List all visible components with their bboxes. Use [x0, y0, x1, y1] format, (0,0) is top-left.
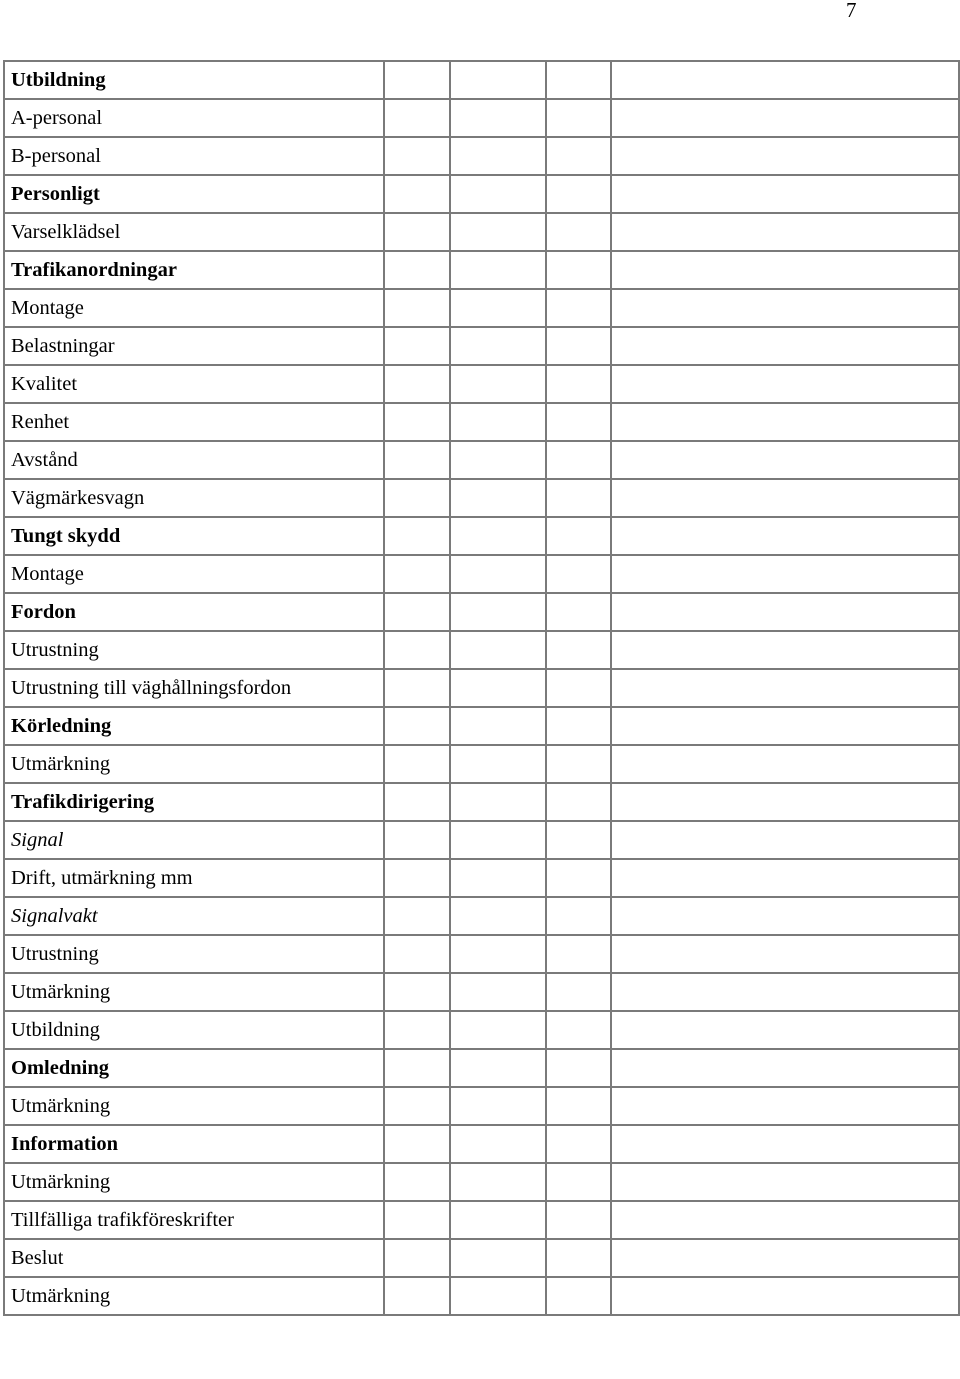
table-row — [4, 1087, 959, 1125]
blank-cell-2[interactable] — [450, 821, 546, 859]
blank-cell-1[interactable] — [384, 175, 450, 213]
table-row — [4, 745, 959, 783]
blank-cell-4[interactable] — [611, 213, 959, 251]
blank-cell-2[interactable] — [450, 783, 546, 821]
table-row — [4, 631, 959, 669]
blank-cell-2[interactable] — [450, 1087, 546, 1125]
blank-cell-1[interactable] — [384, 517, 450, 555]
blank-cell-3[interactable] — [546, 935, 611, 973]
row-label: Signal — [4, 821, 384, 859]
blank-cell-3[interactable] — [546, 289, 611, 327]
row-label: Trafikdirigering — [4, 783, 384, 821]
blank-cell-2[interactable] — [450, 137, 546, 175]
table-row — [4, 669, 959, 707]
blank-cell-3[interactable] — [546, 1049, 611, 1087]
blank-cell-3[interactable] — [546, 1277, 611, 1315]
blank-cell-3[interactable] — [546, 1087, 611, 1125]
row-label: Utmärkning — [4, 1163, 384, 1201]
blank-cell-4[interactable] — [611, 403, 959, 441]
row-label: Personligt — [4, 175, 384, 213]
table-row — [4, 973, 959, 1011]
page-number: 7 — [846, 0, 857, 22]
table-row — [4, 859, 959, 897]
blank-cell-1[interactable] — [384, 707, 450, 745]
blank-cell-1[interactable] — [384, 935, 450, 973]
blank-cell-3[interactable] — [546, 327, 611, 365]
blank-cell-3[interactable] — [546, 213, 611, 251]
blank-cell-2[interactable] — [450, 441, 546, 479]
table-row — [4, 175, 959, 213]
row-label: Utrustning till väghållningsfordon — [4, 669, 384, 707]
blank-cell-1[interactable] — [384, 365, 450, 403]
row-label: Vägmärkesvagn — [4, 479, 384, 517]
blank-cell-3[interactable] — [546, 137, 611, 175]
blank-cell-3[interactable] — [546, 251, 611, 289]
blank-cell-3[interactable] — [546, 403, 611, 441]
blank-cell-4[interactable] — [611, 137, 959, 175]
blank-cell-4[interactable] — [611, 1087, 959, 1125]
table-row — [4, 479, 959, 517]
blank-cell-4[interactable] — [611, 859, 959, 897]
blank-cell-4[interactable] — [611, 593, 959, 631]
blank-cell-4[interactable] — [611, 897, 959, 935]
row-label: Avstånd — [4, 441, 384, 479]
checklist-table — [3, 60, 960, 1316]
blank-cell-3[interactable] — [546, 555, 611, 593]
blank-cell-1[interactable] — [384, 213, 450, 251]
blank-cell-4[interactable] — [611, 175, 959, 213]
row-label: Utbildning — [4, 61, 384, 99]
blank-cell-1[interactable] — [384, 61, 450, 99]
table-row — [4, 1201, 959, 1239]
table-row — [4, 555, 959, 593]
table-row — [4, 593, 959, 631]
blank-cell-1[interactable] — [384, 1125, 450, 1163]
blank-cell-2[interactable] — [450, 1239, 546, 1277]
row-label: Montage — [4, 289, 384, 327]
blank-cell-4[interactable] — [611, 61, 959, 99]
row-label: Tillfälliga trafikföreskrifter — [4, 1201, 384, 1239]
row-label: Omledning — [4, 1049, 384, 1087]
blank-cell-3[interactable] — [546, 631, 611, 669]
blank-cell-1[interactable] — [384, 441, 450, 479]
table-row — [4, 289, 959, 327]
row-label: Renhet — [4, 403, 384, 441]
table-row — [4, 213, 959, 251]
blank-cell-1[interactable] — [384, 327, 450, 365]
table-row — [4, 137, 959, 175]
blank-cell-4[interactable] — [611, 1163, 959, 1201]
table-row — [4, 935, 959, 973]
blank-cell-1[interactable] — [384, 821, 450, 859]
blank-cell-4[interactable] — [611, 973, 959, 1011]
blank-cell-2[interactable] — [450, 251, 546, 289]
blank-cell-2[interactable] — [450, 897, 546, 935]
row-label: Fordon — [4, 593, 384, 631]
blank-cell-3[interactable] — [546, 593, 611, 631]
blank-cell-4[interactable] — [611, 479, 959, 517]
blank-cell-4[interactable] — [611, 783, 959, 821]
table-row — [4, 1011, 959, 1049]
blank-cell-4[interactable] — [611, 935, 959, 973]
blank-cell-2[interactable] — [450, 289, 546, 327]
blank-cell-1[interactable] — [384, 137, 450, 175]
row-label: Utmärkning — [4, 1277, 384, 1315]
blank-cell-2[interactable] — [450, 213, 546, 251]
row-label: Beslut — [4, 1239, 384, 1277]
blank-cell-3[interactable] — [546, 821, 611, 859]
blank-cell-2[interactable] — [450, 175, 546, 213]
row-label: Belastningar — [4, 327, 384, 365]
table-row — [4, 1277, 959, 1315]
blank-cell-2[interactable] — [450, 61, 546, 99]
table-row — [4, 1163, 959, 1201]
blank-cell-3[interactable] — [546, 1011, 611, 1049]
row-label: Drift, utmärkning mm — [4, 859, 384, 897]
blank-cell-2[interactable] — [450, 99, 546, 137]
blank-cell-2[interactable] — [450, 935, 546, 973]
blank-cell-1[interactable] — [384, 289, 450, 327]
blank-cell-1[interactable] — [384, 479, 450, 517]
blank-cell-2[interactable] — [450, 1201, 546, 1239]
row-label: Utmärkning — [4, 1087, 384, 1125]
blank-cell-4[interactable] — [611, 1201, 959, 1239]
table-row — [4, 707, 959, 745]
blank-cell-4[interactable] — [611, 1011, 959, 1049]
blank-cell-2[interactable] — [450, 745, 546, 783]
checklist-body — [4, 61, 959, 1315]
blank-cell-4[interactable] — [611, 631, 959, 669]
blank-cell-4[interactable] — [611, 1277, 959, 1315]
row-label: Signalvakt — [4, 897, 384, 935]
blank-cell-4[interactable] — [611, 669, 959, 707]
blank-cell-2[interactable] — [450, 327, 546, 365]
row-label: Körledning — [4, 707, 384, 745]
row-label: Utbildning — [4, 1011, 384, 1049]
blank-cell-1[interactable] — [384, 99, 450, 137]
blank-cell-3[interactable] — [546, 175, 611, 213]
blank-cell-3[interactable] — [546, 745, 611, 783]
blank-cell-3[interactable] — [546, 441, 611, 479]
blank-cell-4[interactable] — [611, 821, 959, 859]
row-label: Kvalitet — [4, 365, 384, 403]
blank-cell-2[interactable] — [450, 479, 546, 517]
table-row — [4, 783, 959, 821]
blank-cell-3[interactable] — [546, 783, 611, 821]
blank-cell-2[interactable] — [450, 403, 546, 441]
row-label: Trafikanordningar — [4, 251, 384, 289]
blank-cell-2[interactable] — [450, 669, 546, 707]
blank-cell-4[interactable] — [611, 707, 959, 745]
blank-cell-1[interactable] — [384, 631, 450, 669]
row-label: Tungt skydd — [4, 517, 384, 555]
blank-cell-3[interactable] — [546, 1163, 611, 1201]
blank-cell-1[interactable] — [384, 1277, 450, 1315]
row-label: Utrustning — [4, 935, 384, 973]
blank-cell-4[interactable] — [611, 327, 959, 365]
blank-cell-3[interactable] — [546, 1125, 611, 1163]
row-label: A-personal — [4, 99, 384, 137]
table-row — [4, 99, 959, 137]
blank-cell-4[interactable] — [611, 517, 959, 555]
blank-cell-4[interactable] — [611, 365, 959, 403]
blank-cell-1[interactable] — [384, 1087, 450, 1125]
blank-cell-3[interactable] — [546, 1201, 611, 1239]
blank-cell-2[interactable] — [450, 859, 546, 897]
blank-cell-2[interactable] — [450, 1125, 546, 1163]
blank-cell-1[interactable] — [384, 593, 450, 631]
blank-cell-2[interactable] — [450, 593, 546, 631]
blank-cell-2[interactable] — [450, 365, 546, 403]
blank-cell-1[interactable] — [384, 1239, 450, 1277]
table-row — [4, 403, 959, 441]
blank-cell-1[interactable] — [384, 783, 450, 821]
blank-cell-2[interactable] — [450, 1163, 546, 1201]
row-label: B-personal — [4, 137, 384, 175]
blank-cell-2[interactable] — [450, 517, 546, 555]
blank-cell-1[interactable] — [384, 669, 450, 707]
blank-cell-3[interactable] — [546, 517, 611, 555]
blank-cell-1[interactable] — [384, 1163, 450, 1201]
blank-cell-2[interactable] — [450, 1277, 546, 1315]
blank-cell-3[interactable] — [546, 859, 611, 897]
blank-cell-4[interactable] — [611, 1239, 959, 1277]
table-row — [4, 1239, 959, 1277]
blank-cell-3[interactable] — [546, 99, 611, 137]
blank-cell-1[interactable] — [384, 973, 450, 1011]
blank-cell-4[interactable] — [611, 441, 959, 479]
blank-cell-3[interactable] — [546, 365, 611, 403]
blank-cell-1[interactable] — [384, 555, 450, 593]
table-row — [4, 517, 959, 555]
blank-cell-1[interactable] — [384, 859, 450, 897]
row-label: Utmärkning — [4, 973, 384, 1011]
blank-cell-4[interactable] — [611, 289, 959, 327]
blank-cell-3[interactable] — [546, 1239, 611, 1277]
blank-cell-3[interactable] — [546, 897, 611, 935]
blank-cell-3[interactable] — [546, 669, 611, 707]
table-row — [4, 897, 959, 935]
blank-cell-1[interactable] — [384, 403, 450, 441]
table-row — [4, 441, 959, 479]
table-row — [4, 61, 959, 99]
row-label: Varselklädsel — [4, 213, 384, 251]
table-row — [4, 251, 959, 289]
blank-cell-4[interactable] — [611, 555, 959, 593]
blank-cell-3[interactable] — [546, 61, 611, 99]
blank-cell-1[interactable] — [384, 1049, 450, 1087]
blank-cell-2[interactable] — [450, 631, 546, 669]
blank-cell-1[interactable] — [384, 251, 450, 289]
row-label: Utrustning — [4, 631, 384, 669]
table-row — [4, 1049, 959, 1087]
blank-cell-3[interactable] — [546, 973, 611, 1011]
blank-cell-2[interactable] — [450, 707, 546, 745]
table-row — [4, 365, 959, 403]
blank-cell-4[interactable] — [611, 1049, 959, 1087]
blank-cell-4[interactable] — [611, 251, 959, 289]
blank-cell-4[interactable] — [611, 1125, 959, 1163]
row-label: Montage — [4, 555, 384, 593]
table-row — [4, 1125, 959, 1163]
blank-cell-1[interactable] — [384, 1201, 450, 1239]
blank-cell-1[interactable] — [384, 1011, 450, 1049]
blank-cell-4[interactable] — [611, 99, 959, 137]
blank-cell-4[interactable] — [611, 745, 959, 783]
row-label: Information — [4, 1125, 384, 1163]
blank-cell-1[interactable] — [384, 897, 450, 935]
table-row — [4, 327, 959, 365]
table-row — [4, 821, 959, 859]
blank-cell-2[interactable] — [450, 973, 546, 1011]
blank-cell-2[interactable] — [450, 1011, 546, 1049]
blank-cell-3[interactable] — [546, 479, 611, 517]
blank-cell-3[interactable] — [546, 707, 611, 745]
blank-cell-2[interactable] — [450, 555, 546, 593]
blank-cell-1[interactable] — [384, 745, 450, 783]
blank-cell-2[interactable] — [450, 1049, 546, 1087]
row-label: Utmärkning — [4, 745, 384, 783]
